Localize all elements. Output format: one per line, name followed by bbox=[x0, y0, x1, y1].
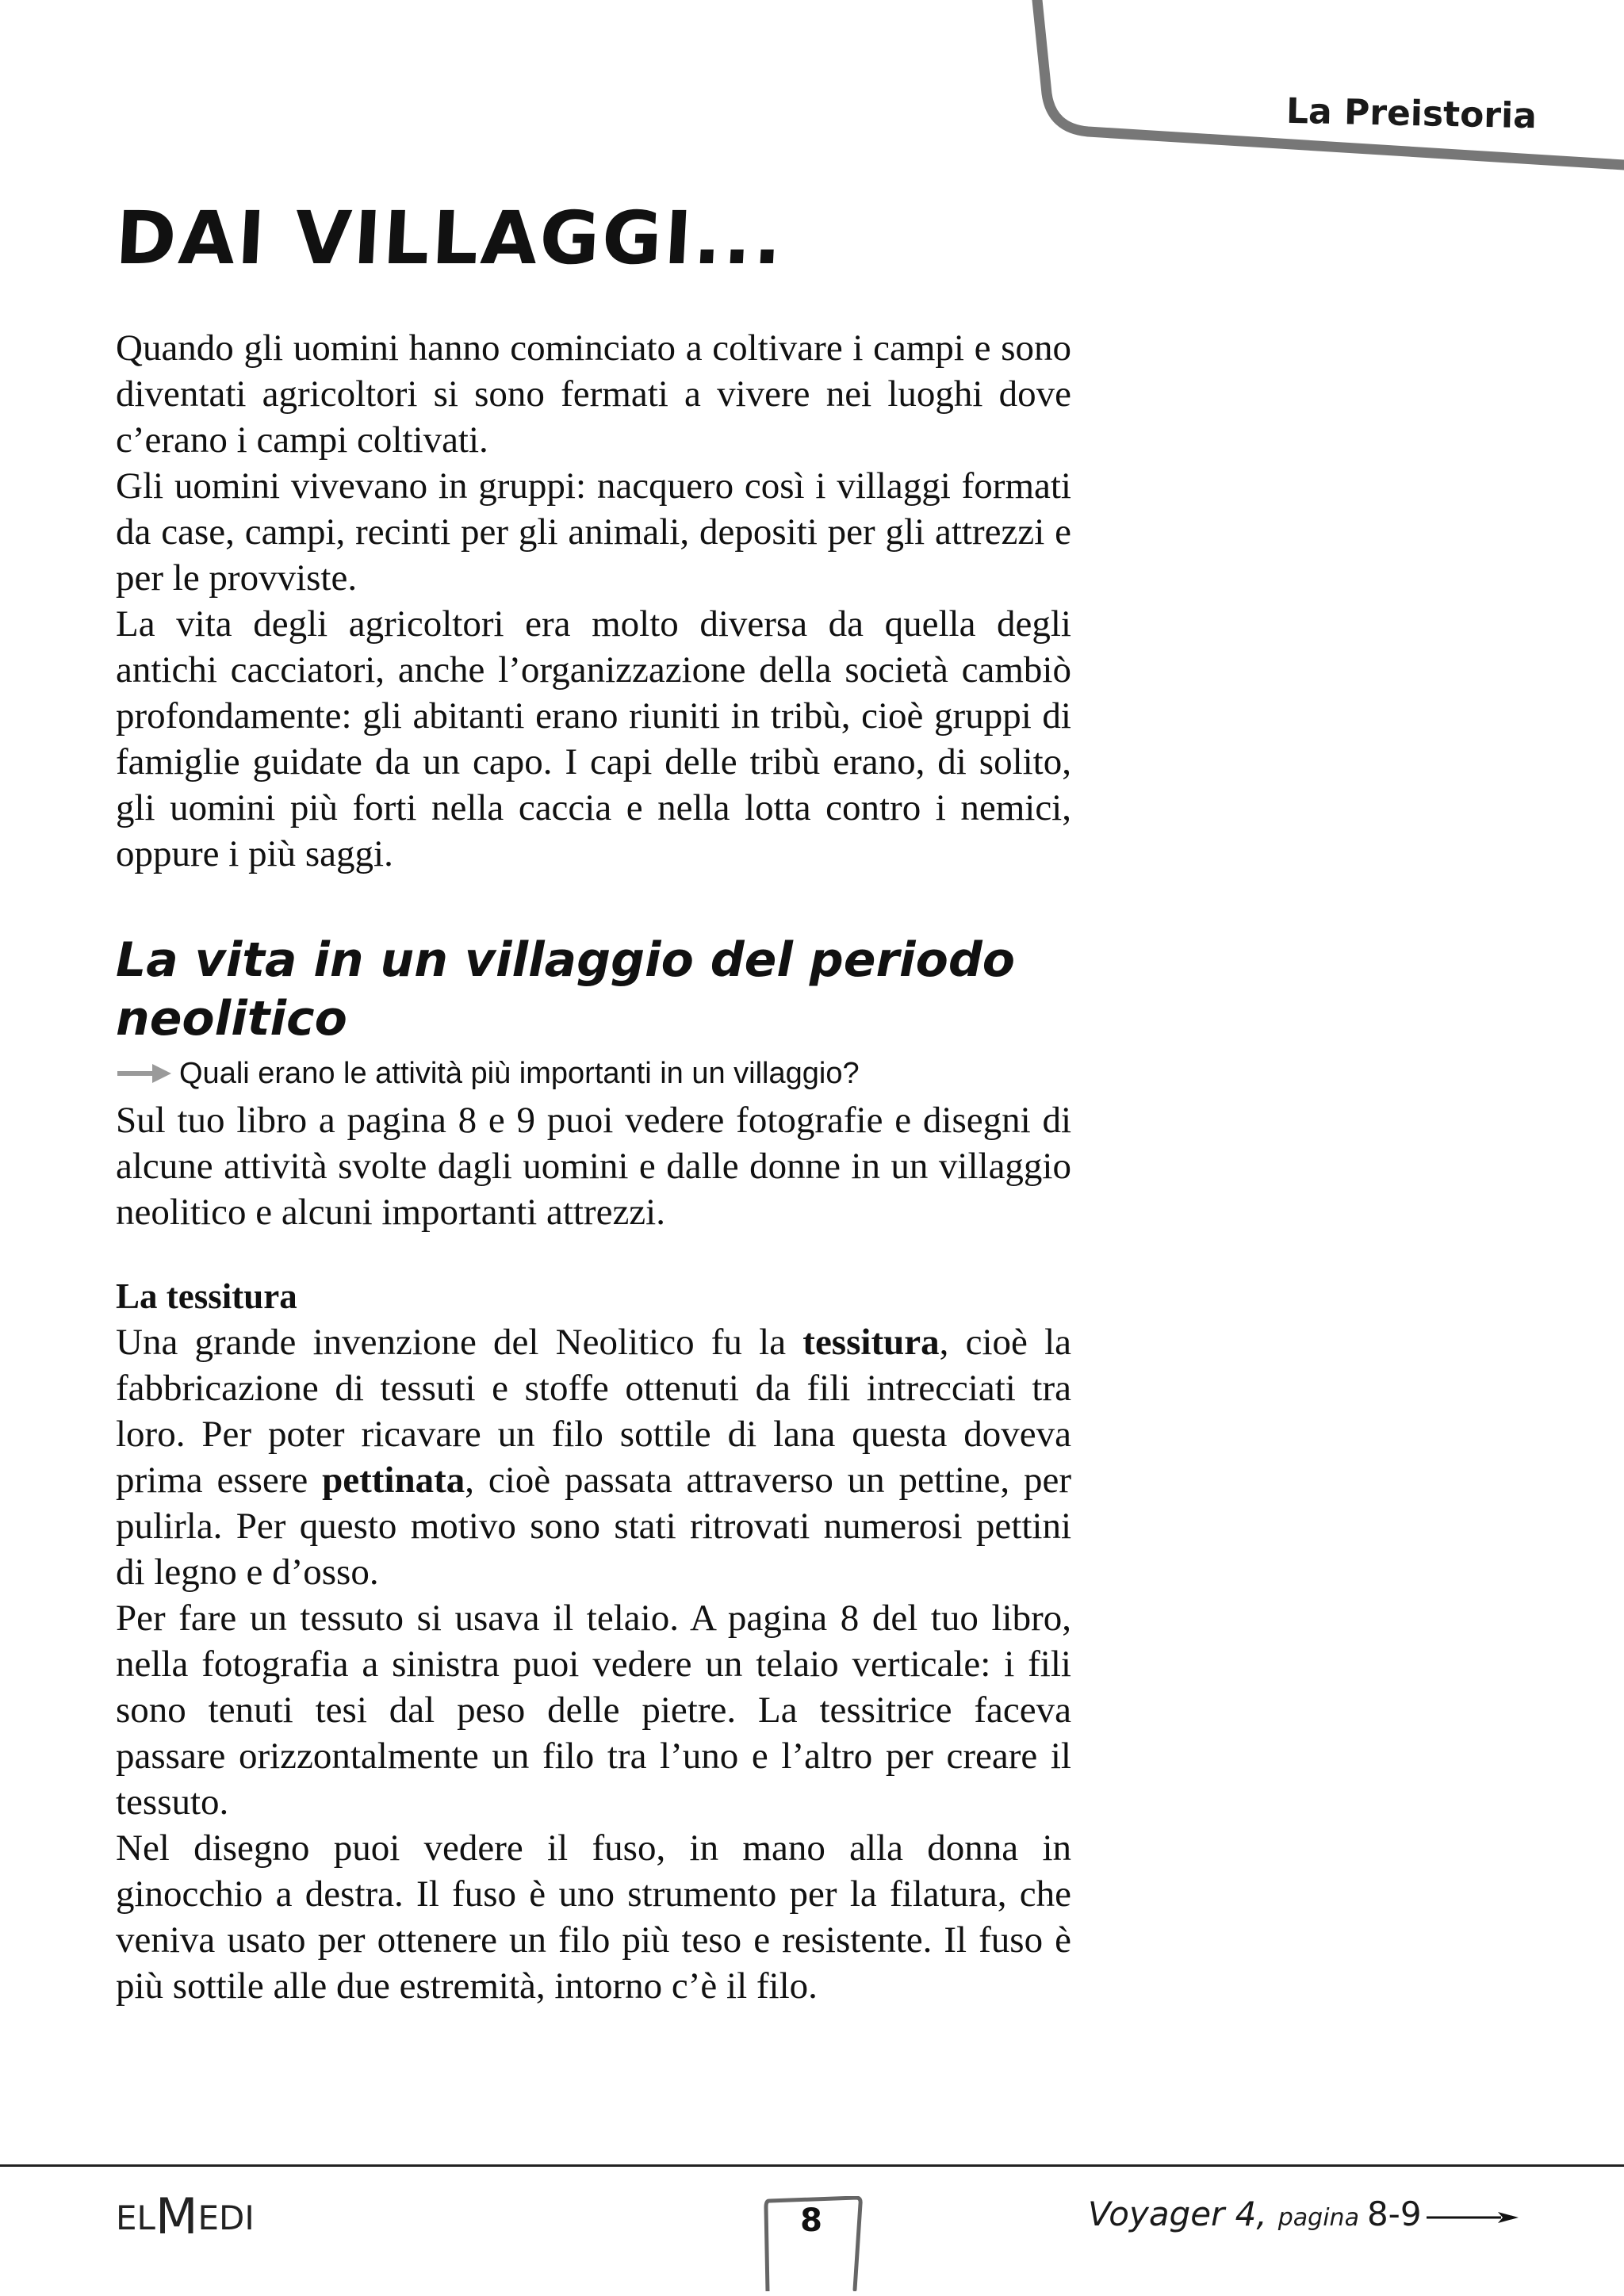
page-range: 8-9 bbox=[1366, 2195, 1422, 2233]
question-text: Quali erano le attività più importanti in un villaggio? bbox=[179, 1057, 860, 1090]
intro-paragraph-2: Gli uomini vivevano in gruppi: nacquero così i villaggi formati da case, campi, recinti per gli animali, depositi per gli attrezzi e per le provviste. bbox=[116, 465, 1071, 599]
tessitura-label: La tessitura bbox=[116, 1276, 297, 1316]
arrow-right-icon bbox=[116, 1062, 173, 1085]
page-title: DAI VILLAGGI... bbox=[113, 196, 787, 281]
page-word: pagina bbox=[1277, 2204, 1359, 2232]
footer-divider bbox=[0, 2164, 1624, 2167]
page-number: 8 bbox=[800, 2202, 822, 2239]
tessitura-paragraph-3: Nel disegno puoi vedere il fuso, in mano alla donna in ginocchio a destra. Il fuso è uno strumento per la filatura, che veniva usato per ottenere un filo più teso e resistente. Il fuso è più sottile alle due estremità, intorno c’è il filo. bbox=[116, 1827, 1071, 2007]
logo-part: M bbox=[155, 2187, 198, 2245]
term-pettinata: pettinata bbox=[322, 1460, 465, 1501]
book-title: Voyager 4, bbox=[1088, 2195, 1267, 2233]
logo-part: EL bbox=[116, 2198, 155, 2237]
long-arrow-right-icon bbox=[1425, 2210, 1520, 2225]
section-heading: La vita in un villaggio del periodo neolitico bbox=[116, 932, 1015, 1047]
main-content bbox=[116, 325, 1071, 2009]
text-run: Una grande invenzione del Neolitico fu la bbox=[116, 1322, 803, 1363]
book-reference bbox=[1088, 2195, 1520, 2233]
guiding-question bbox=[116, 1054, 1071, 1093]
text-run: , cioè passata attraverso un pettine, per pulirla. Per questo motivo sono stati ritrovati numerosi pettini di legno e d’osso. bbox=[116, 1460, 1071, 1593]
tessitura-paragraph-2: Per fare un tessuto si usava il telaio. A pagina 8 del tuo libro, nella fotografia a sinistra puoi vedere un telaio verticale: i fili sono tenuti tesi dal peso delle pietre. La tessitrice faceva passare orizzontalmente un filo tra l’uno e l’altro per creare il tessuto. bbox=[116, 1598, 1071, 1823]
intro-paragraph-1: Quando gli uomini hanno cominciato a coltivare i campi e sono diventati agricoltori si sono fermati a vivere nei luoghi dove c’erano i campi coltivati. bbox=[116, 327, 1071, 461]
section-intro-paragraph: Sul tuo libro a pagina 8 e 9 puoi vedere fotografie e disegni di alcune attività svolte dagli uomini e dalle donne in un villaggio neolitico e alcuni importanti attrezzi. bbox=[116, 1100, 1071, 1233]
section-label: La Preistoria bbox=[1285, 90, 1538, 137]
publisher-logo bbox=[116, 2187, 255, 2245]
text-run: , cioè la fabbricazione di tessuti e stoffe ottenuti da fili intrecciati tra loro. Per poter ricavare un filo sottile di lana questa doveva prima essere bbox=[116, 1322, 1071, 1501]
intro-paragraph-3: La vita degli agricoltori era molto diversa da quella degli antichi cacciatori, anche l’organizzazione della società cambiò profondamente: gli abitanti erano riuniti in tribù, cioè gruppi di famiglie guidate da un capo. I capi delle tribù erano, di solito, gli uomini più forti nella caccia e nella lotta contro i nemici, oppure i più saggi. bbox=[116, 603, 1071, 874]
term-tessitura: tessitura bbox=[802, 1322, 940, 1363]
logo-part: EDI bbox=[197, 2198, 255, 2237]
tessitura-paragraph-1 bbox=[116, 1319, 1071, 1595]
